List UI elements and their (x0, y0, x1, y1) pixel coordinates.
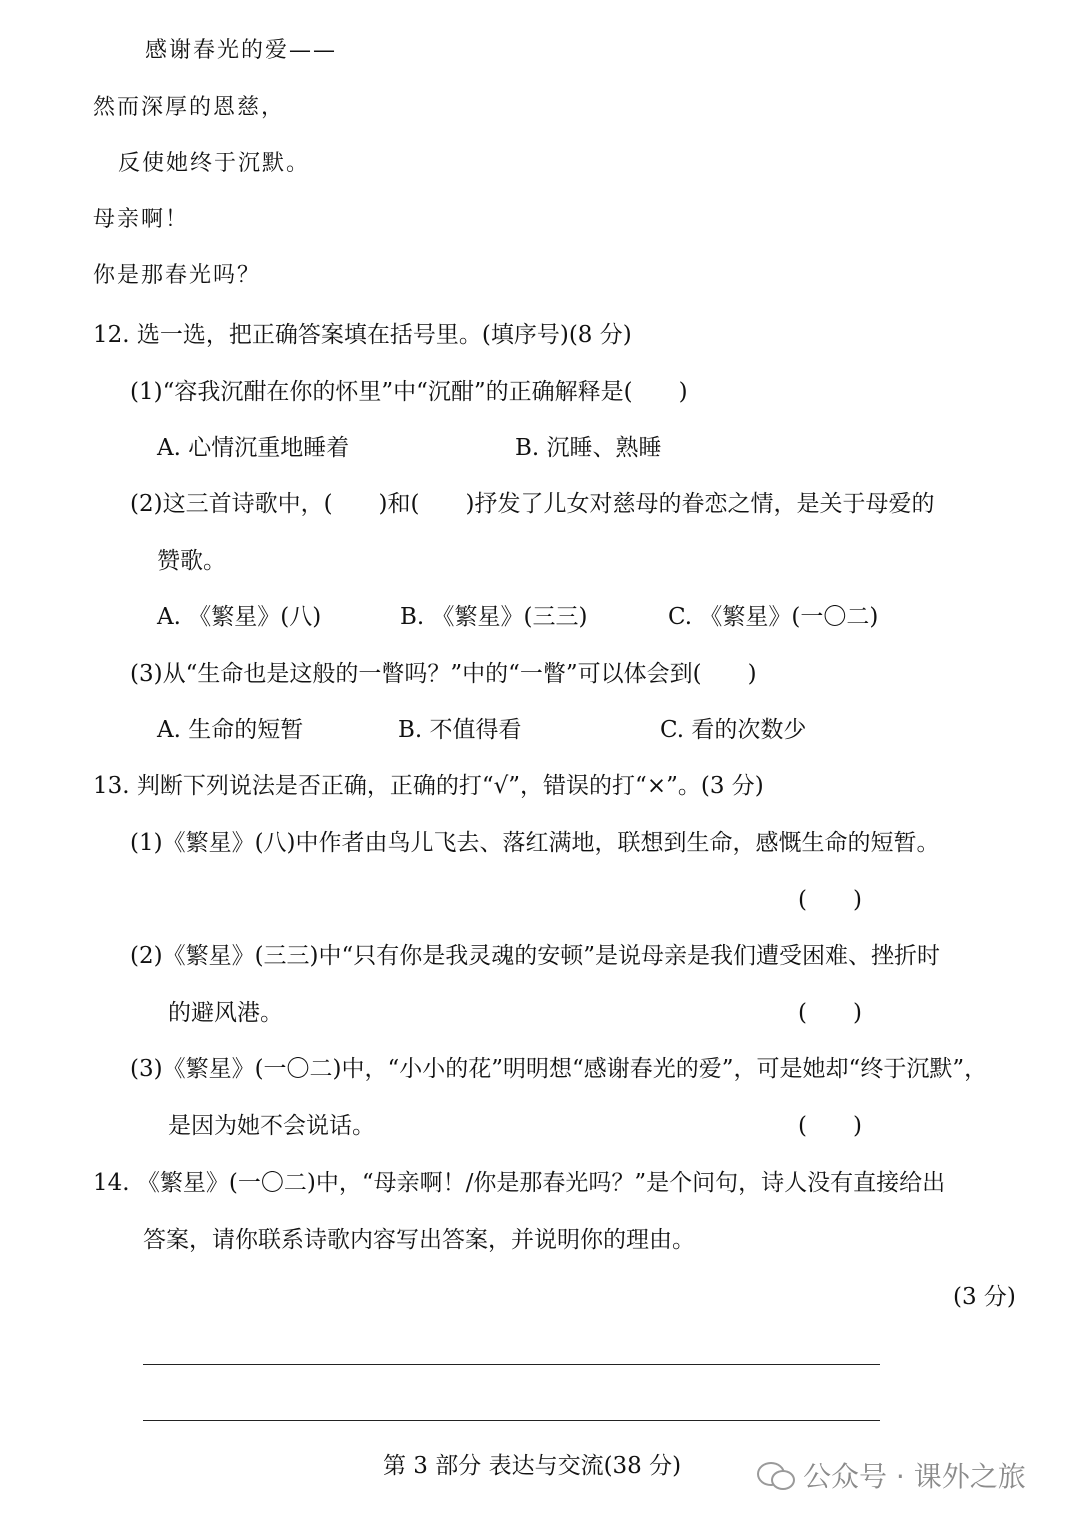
q12-stem: 12. 选一选，把正确答案填在括号里。(填序号)(8 分) (93, 322, 632, 348)
poem-line-4: 母亲啊！ (93, 207, 190, 232)
q14-line2: 答案，请你联系诗歌内容写出答案，并说明你的理由。 (143, 1227, 695, 1253)
q12-part2-cont: 赞歌。 (157, 548, 226, 574)
q12-p2-option-a: A. 《繁星》(八) (157, 604, 322, 630)
q13-item3-answer: ( ) (798, 1113, 862, 1139)
q13-item2-answer: ( ) (798, 1000, 862, 1026)
watermark-text: 公众号 · 课外之旅 (803, 1460, 1026, 1493)
q13-stem: 13. 判断下列说法是否正确，正确的打“√”，错误的打“×”。(3 分) (93, 773, 764, 799)
wechat-icon (757, 1460, 795, 1490)
q13-item1: (1)《繁星》(八)中作者由鸟儿飞去、落红满地，联想到生命，感慨生命的短暂。 (130, 830, 940, 856)
q12-p2-option-c: C. 《繁星》(一〇二) (668, 604, 879, 630)
q12-p3-option-b: B. 不值得看 (398, 717, 522, 743)
q12-p1-option-a: A. 心情沉重地睡着 (157, 435, 350, 461)
watermark (757, 1455, 1026, 1495)
answer-line-1[interactable] (143, 1364, 880, 1365)
q13-item2: (2)《繁星》(三三)中“只有你是我灵魂的安顿”是说母亲是我们遭受困难、挫折时 (130, 943, 941, 969)
section-title: 第 3 部分 表达与交流(38 分) (383, 1453, 682, 1479)
q13-item1-answer: ( ) (798, 887, 862, 913)
q12-p3-option-c: C. 看的次数少 (660, 717, 807, 743)
q13-item3: (3)《繁星》(一〇二)中，“小小的花”明明想“感谢春光的爱”，可是她却“终于沉默”， (130, 1056, 988, 1082)
q13-item3-cont: 是因为她不会说话。 (168, 1113, 375, 1139)
q14-score: (3 分) (953, 1284, 1016, 1310)
answer-line-2[interactable] (143, 1420, 880, 1421)
q12-part2: (2)这三首诗歌中，( )和( )抒发了儿女对慈母的眷恋之情，是关于母爱的 (130, 491, 935, 517)
q12-part1: (1)“容我沉酣在你的怀里”中“沉酣”的正确解释是( ) (130, 379, 688, 405)
poem-line-2: 然而深厚的恩慈， (93, 95, 286, 120)
q12-p1-option-b: B. 沉睡、熟睡 (515, 435, 662, 461)
poem-line-3: 反使她终于沉默。 (118, 151, 311, 176)
poem-line-5: 你是那春光吗？ (93, 263, 262, 288)
q12-p3-option-a: A. 生命的短暂 (157, 717, 304, 743)
q12-p2-option-b: B. 《繁星》(三三) (400, 604, 588, 630)
poem-line-1: 感谢春光的爱—— (145, 38, 338, 63)
q14-line1: 14. 《繁星》(一〇二)中，“母亲啊！/你是那春光吗？”是个问句，诗人没有直接给出 (93, 1170, 946, 1196)
q13-item2-cont: 的避风港。 (168, 1000, 283, 1026)
q12-part3: (3)从“生命也是这般的一瞥吗？”中的“一瞥”可以体会到( ) (130, 661, 757, 687)
